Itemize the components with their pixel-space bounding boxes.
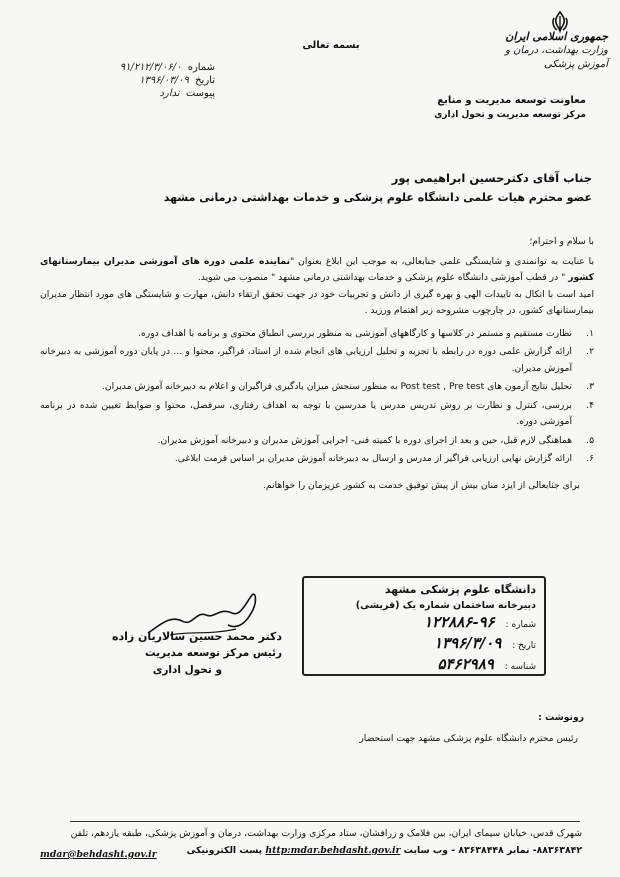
item-text: ارائه گزارش علمی دوره در رابطه با تجزیه و تحلیل ارزیابی های انجام شده از استاد، فراگیر، محتوا و ... در پایان دوره آموزشی به دبیرخانه آموزش مدیران. [40,346,572,374]
list-item [40,433,594,450]
item-number: ۶. [586,453,594,464]
list-item [40,398,594,431]
list-item [40,379,594,396]
item-number: ۵. [586,434,594,446]
letter-date [85,74,215,87]
item-text: هماهنگی لازم قبل، حین و بعد از اجرای دوره با کمیته فنی- اجرایی آموزش مدیران و دبیرخانه آموزش مدیران. [157,434,572,446]
footer-divider [70,821,580,822]
stamp-date-label: تاریخ : [512,641,536,651]
footer-phone: ۸۸۳۶۳۸۴۲- [532,845,582,856]
para1-text-b: " در قطب آموزشی دانشگاه علوم پزشکی و خدمات بهداشتی درمانی مشهد " منصوب می شوید. [197,272,569,283]
closing-sentence: برای جنابعالی از ایزد منان بیش از پیش توفیق خدمت به کشور عزیزمان را خواهانم. [263,479,580,491]
signer-name: دکتر محمد حسین سالاریان زاده [111,630,282,643]
stamp-number-row [312,613,536,634]
item-number: ۲. [586,346,594,357]
issuing-office [386,93,586,122]
para1-text-a: با عنایت به توانمندی و شایستگی علمی جنابعالی، به موجب این ابلاغ بعنوان " [290,255,594,267]
item-text: تحلیل نتایج آزمون های Post test , Pre test به منظور سنجش میزان یادگیری فراگیران و اعلام به دبیرخانه آموزش مدیران. [101,381,572,392]
item-number: ۳. [586,381,594,392]
item-number: ۱. [586,327,594,339]
number-label: شماره [187,62,215,73]
deputy-line-1: معاونت توسعه مدیریت و منابع [437,95,586,106]
item-text: بررسی، کنترل و نظارت بر روش تدریس مدرس یا مدرسین با توجه به اهداف رفتاری، سرفصل، محتوا و ضوابط تعیین شده در برنامه آموزشی دوره. [40,399,572,427]
number-value: ۹۱/۲۱۲/۳/۰۶/۰ [119,62,182,73]
attachment-label: پیوست [185,88,215,99]
stamp-number-value: ۹۶-۱۲۲۸۸۶ [423,613,495,631]
date-label: تاریخ [195,75,215,86]
letter-meta [85,61,215,100]
footer-email-label: پست الکترونیکی [186,845,263,856]
attachment-value: ندارد [159,88,180,99]
appointment-title: نماینده علمی دوره های آموزشی مدیران بیمارستانهای کشور [40,255,594,283]
signer-title-1: رئیس مرکز توسعه مدیریت [145,647,282,659]
recipient-block [92,168,592,208]
stamp-date-value: ۱۳۹۶/۳/۰۹ [433,634,502,652]
date-value: ۱۳۹۶/۰۳/۰۹ [139,75,189,86]
item-text: ارائه گزارش نهایی ارزیابی فراگیر از مدرس و ارسال به دبیرخانه آموزش مدیران بر اساس فرمت ابلاغی. [174,453,572,464]
item-number: ۴. [586,399,594,411]
letter-footer [40,826,582,860]
paragraph-expectation: امید است با اتکال به تاییدات الهی و بهره گیری از دانش و تجربیات خود در جهت تحقق ارتقاء دانش، مهارت و شایستگی های مورد انتظار مدیران بیمارستانهای کشور، در چارچوب مشروحه زیر اهتمام ورزید . [40,288,594,316]
ministry-line-2: وزارت بهداشت، درمان و آموزش پزشکی [505,45,608,70]
carbon-copy [284,707,584,749]
stamp-university: دانشگاه علوم پزشکی مشهد [384,583,536,596]
footer-address-row [40,826,582,842]
duties-list [40,326,594,468]
footer-fax-label: نمابر [506,845,530,856]
stamp-id-value: ۵۴۶۲۹۸۹ [437,655,494,673]
ministry-line-1: جمهوری اسلامی ایران [505,30,608,43]
list-item [40,344,594,377]
secretariat-stamp [302,576,546,676]
stamp-id-row [312,655,536,676]
footer-email-link[interactable]: mdar@behdasht.gov.ir [40,849,157,860]
signer-title-2: و تحول اداری [152,664,222,676]
stamp-date-row [312,634,536,655]
bismillah-heading: بسمه تعالی [302,40,360,51]
item-text: نظارت مستقیم و مستمر در کلاسها و کارگاههای آموزشی به منظور بررسی انطباق محتوی و برنامه با اهداف دوره. [138,327,572,339]
paragraph-appointment [40,254,594,287]
footer-site-label: وب سایت [403,845,448,856]
letter-number [85,61,215,74]
stamp-id-label: شناسه : [504,662,536,672]
cc-recipient: رئیس محترم دانشگاه علوم پزشکی مشهد جهت استحضار [359,733,578,744]
deputy-line-2: مرکز توسعه مدیریت و تحول اداری [434,110,586,120]
footer-website-link[interactable]: http:mdar.behdasht.gov.ir [265,845,401,856]
cc-label: رونوشت : [538,712,584,723]
stamp-office: دبیرخانه ساختمان شماره یک (قریشی) [355,600,536,611]
list-item [40,326,594,343]
ministry-logo [478,30,608,72]
recipient-position: عضو محترم هیات علمی دانشگاه علوم پزشکی و خدمات بهداشتی درمانی مشهد [163,191,592,204]
recipient-name: جناب آقای دکترحسین ابراهیمی پور [391,171,592,185]
stamp-number-label: شماره : [505,620,536,630]
signer-block [96,628,282,679]
footer-address: شهرک قدس، خیابان سیمای ایران، بین فلامک و زرافشان، ستاد مرکزی وزارت بهداشت، درمان و آموزش پزشکی، طبقه یازدهم، تلفن [70,828,582,839]
footer-fax: ۸۳۶۳۸۴۴۸ - [451,845,504,856]
letter-attachment [85,87,215,100]
letter-body [40,234,594,494]
greeting: با سلام و احترام؛ [529,236,594,247]
list-item [40,451,594,468]
